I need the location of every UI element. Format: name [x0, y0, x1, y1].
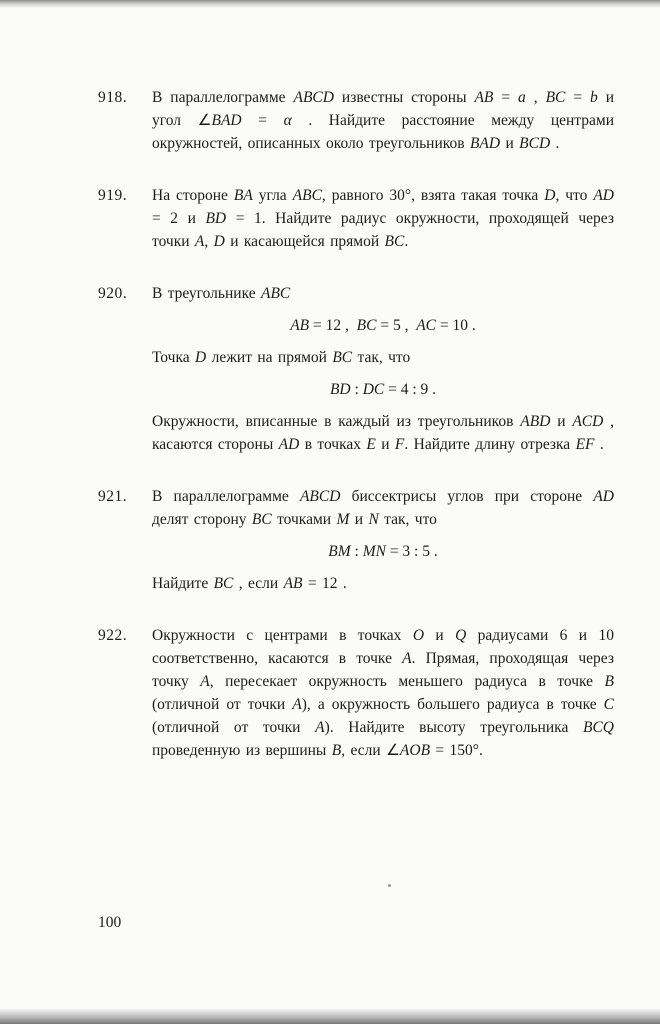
problem-number: 919.: [98, 187, 128, 204]
page-number: 100: [98, 914, 122, 931]
formula: AB = 12 , BC = 5 , AC = 10 .: [290, 317, 476, 334]
problem-body: [152, 184, 614, 256]
problem-text: В параллелограмме ABCD биссектрисы углов при стороне AD делят сторону BC точками M и N так, что: [152, 488, 614, 528]
problems-list: [98, 86, 614, 791]
problem: [98, 282, 614, 459]
problem-body: [152, 86, 614, 158]
problem-text: В треугольнике ABC: [152, 285, 291, 302]
problem-number: 920.: [98, 285, 128, 302]
problem-text: Найдите BC , если AB = 12 .: [152, 575, 347, 592]
problem-text: Точка D лежит на прямой BC так, что: [152, 349, 411, 366]
problem-body: [152, 485, 614, 598]
problem: [98, 624, 614, 765]
formula: BM : MN = 3 : 5 .: [328, 543, 438, 560]
scan-edge-bottom: [0, 1008, 660, 1024]
problem-number: 922.: [98, 627, 128, 644]
problem-text: В параллелограмме ABCD известны стороны AB = a , BC = b и угол ∠BAD = α . Найдите расстояние между центрами окружностей, описанных около треугольников BAD и BCD .: [152, 89, 615, 152]
formula: BD : DC = 4 : 9 .: [329, 381, 437, 398]
problem-number: 921.: [98, 488, 128, 505]
problem-text: Окружности с центрами в точках O и Q радиусами 6 и 10 соответственно, касаются в точке A. Прямая, проходящая через точку A, пересекает окружность меньшего радиуса в точке B (отличной от точки A), а окружность большего радиуса в точке C (отличной от точки A). Найдите высоту треугольника BCQ проведенную из вершины B, если ∠AOB = 150°.: [152, 627, 614, 759]
problem-body: [152, 624, 614, 765]
problem: [98, 485, 614, 598]
problem: [98, 86, 614, 158]
scan-edge-top: [0, 0, 660, 8]
problem-body: [152, 282, 614, 459]
problem: [98, 184, 614, 256]
scan-speck: [388, 884, 391, 887]
problem-text: На стороне BA угла ABC, равного 30°, взята такая точка D, что AD = 2 и BD = 1. Найдите радиус окружности, проходящей через точки A, D и касающейся прямой BC.: [152, 187, 614, 250]
problem-text: Окружности, вписанные в каждый из треугольников ABD и ACD , касаются стороны AD в точках E и F. Найдите длину отрезка EF .: [152, 413, 615, 453]
problem-number: 918.: [98, 89, 128, 106]
